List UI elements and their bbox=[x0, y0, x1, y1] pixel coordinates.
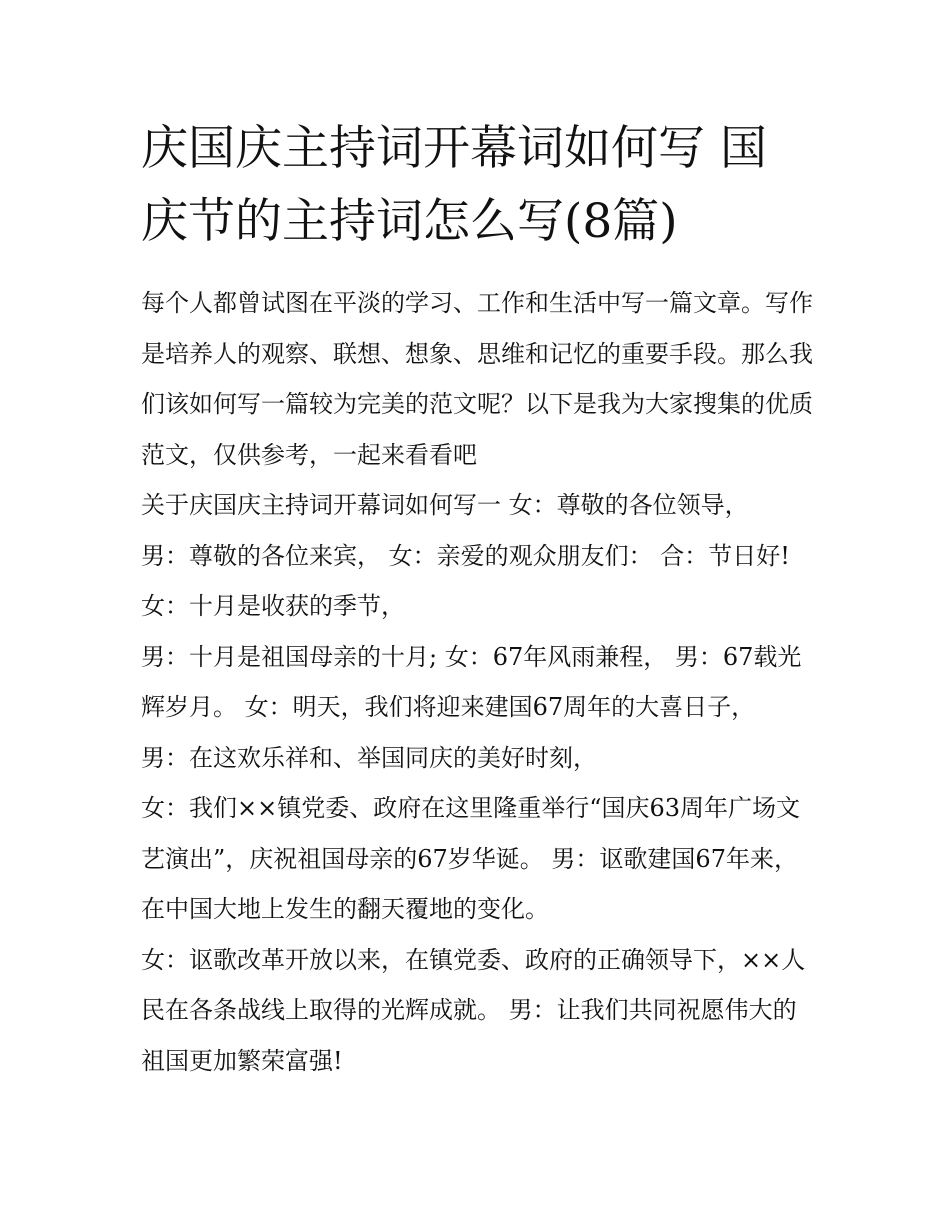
body-paragraph: 男：在这欢乐祥和、举国同庆的美好时刻， bbox=[141, 743, 597, 772]
body-paragraph: 女：讴歌改革开放以来，在镇党委、政府的正确领导下，××人民在各条战线上取得的光辉成就。 男：让我们共同祝愿伟大的祖国更加繁荣富强! bbox=[141, 945, 806, 1075]
body-paragraph: 男：尊敬的各位来宾， 女：亲爱的观众朋友们： 合：节日好! bbox=[141, 541, 790, 570]
document-page bbox=[141, 112, 813, 1086]
document-body bbox=[141, 278, 813, 1086]
body-paragraph: 女：十月是收获的季节， bbox=[141, 592, 405, 620]
body-paragraph: 男：十月是祖国母亲的十月; 女：67年风雨兼程， 男：67载光辉岁月。 女：明天，我们将迎来建国67周年的大喜日子， bbox=[141, 642, 802, 721]
document-title: 庆国庆主持词开幕词如何写 国庆节的主持词怎么写(8篇) bbox=[141, 121, 767, 249]
body-paragraph: 每个人都曾试图在平淡的学习、工作和生活中写一篇文章。写作是培养人的观察、联想、想象、思维和记忆的重要手段。那么我们该如何写一篇较为完美的范文呢？以下是我为大家搜集的优质范文，仅供参考，一起来看看吧 bbox=[141, 289, 813, 469]
body-paragraph: 关于庆国庆主持词开幕词如何写一 女：尊敬的各位领导， bbox=[141, 491, 749, 519]
body-paragraph: 女：我们××镇党委、政府在这里隆重举行“国庆63周年广场文艺演出”，庆祝祖国母亲的67岁华诞。 男：讴歌建国67年来，在中国大地上发生的翻天覆地的变化。 bbox=[141, 794, 801, 923]
